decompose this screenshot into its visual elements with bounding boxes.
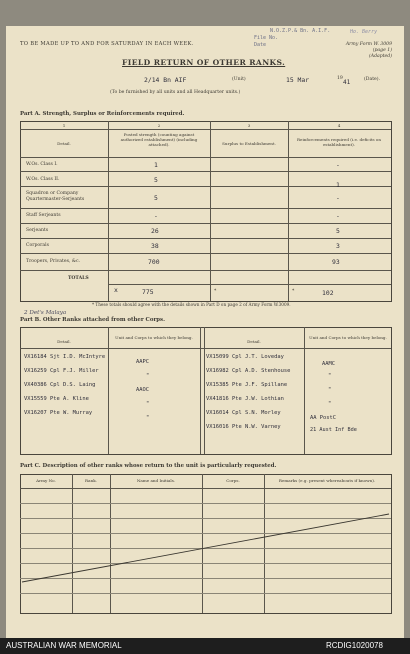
attached-unit: " — [146, 415, 150, 421]
year-value: 41 — [343, 79, 351, 86]
part-b-col-unit-right: Unit and Corps to which they belong. — [309, 335, 387, 340]
part-c-heading: Part C. Description of other ranks whose return to the unit is particularly requested. — [20, 463, 277, 469]
unit-value: 2/14 Bn AIF — [144, 76, 187, 84]
stamp-handwriting: Ho. Berry — [350, 29, 378, 35]
row-reinf: - — [336, 161, 340, 169]
row-detail: W.Os. Class I. — [26, 162, 58, 167]
totals-reinf: 102 — [322, 289, 334, 297]
row-reinf: 3 — [336, 242, 340, 250]
row-detail: Staff Serjeants — [26, 213, 61, 218]
attached-entry: VX16259 Cpl F.J. Miller — [24, 368, 99, 374]
row-posted: 26 — [151, 227, 159, 235]
part-b-col-divider — [108, 327, 109, 454]
attached-entry: VX16207 Pte W. Murray — [24, 410, 93, 416]
totals-note: * These totals should agree with the details shown in Part D on page 2 of Army Form W.3009. — [92, 302, 291, 307]
form-page: (page 1) — [372, 48, 392, 53]
made-up-instruction: TO BE MADE UP TO AND FOR SATURDAY IN EACH WEEK. — [20, 41, 194, 47]
part-b-col-divider — [304, 327, 305, 454]
row-detail: Serjeants — [26, 228, 49, 233]
row-detail: Troopers, Privates, &c. — [26, 259, 80, 264]
attached-unit: " — [146, 373, 150, 379]
part-c-strike-line — [20, 474, 391, 613]
part-a-rule — [20, 129, 391, 130]
form-title: FIELD RETURN OF OTHER RANKS. — [122, 58, 286, 67]
date-label: (Date). — [364, 77, 381, 82]
part-a-rule — [20, 270, 391, 271]
row-reinf: - — [336, 194, 340, 202]
attached-unit: AA PostC — [310, 415, 336, 421]
part-b-col-divider — [200, 327, 201, 454]
part-b-table — [20, 327, 392, 455]
col-reinf-header: Reinforcements required (i.e. deficits on establishment). — [296, 137, 382, 147]
archive-footer — [0, 638, 410, 654]
part-b-col-divider — [204, 327, 205, 454]
totals-marker: x — [114, 286, 118, 294]
part-a-rule — [20, 171, 391, 172]
attached-unit: " — [328, 401, 332, 407]
part-c-col-rank: Rank. — [84, 478, 98, 483]
attached-entry: VX15385 Pte J.F. Spillane — [206, 382, 288, 388]
row-posted: 1 — [154, 161, 158, 169]
row-reinf: 5 — [336, 227, 340, 235]
date-value: 15 Mar — [286, 76, 310, 84]
row-detail: Squadron or Company Quartermaster-Serjeants — [26, 191, 85, 202]
totals-posted: 775 — [142, 288, 154, 296]
footer-source: AUSTRALIAN WAR MEMORIAL — [6, 641, 122, 650]
attached-entry: VX16014 Cpl S.N. Morley — [206, 410, 281, 416]
part-b-col-detail-right: Detail. — [247, 339, 261, 344]
row-posted: - — [154, 212, 158, 220]
part-c-col-name: Name and Initials. — [136, 478, 176, 483]
col-number-2: 2 — [157, 123, 161, 128]
furnish-note: (To be furnished by all units and all Headquarter units.) — [110, 90, 241, 95]
stamp-line-1: N.O.Z.P.& Bn. A.I.F. — [270, 28, 331, 34]
part-b-col-detail: Detail. — [57, 339, 71, 344]
col-number-4: 4 — [337, 123, 341, 128]
part-c-col-corps: Corps. — [226, 478, 240, 483]
part-a-rule — [20, 253, 391, 254]
form-ref: Army Form W. 3009 — [345, 42, 392, 47]
part-a-rule — [108, 284, 391, 285]
col-posted-header: Posted strength (counting against authorized establishment) (including attached). — [120, 132, 198, 147]
footer-id: RCDIG1020078 — [326, 641, 383, 650]
stamp-line-3: Date — [254, 42, 267, 48]
row-posted: 38 — [151, 242, 159, 250]
attached-entry: VX41816 Pte J.W. Lothian — [206, 396, 284, 402]
col-surplus-header: Surplus to Establishment. — [222, 141, 276, 146]
attached-entry: VX15099 Cpl J.T. Loveday — [206, 354, 284, 360]
row-posted: 5 — [154, 194, 158, 202]
attached-unit: AAMC — [322, 361, 335, 367]
part-c-col-remarks: Remarks (e.g. present whereabouts if known). — [278, 478, 376, 483]
part-a-col-divider — [288, 121, 289, 301]
attached-entry: VX16982 Cpl A.D. Stenhouse — [206, 368, 291, 374]
col-number-3: 3 — [247, 123, 251, 128]
form-sheet — [6, 26, 404, 638]
totals-surplus-star: * — [214, 289, 217, 294]
row-posted: 700 — [148, 258, 160, 266]
part-b-col-unit: Unit and Corps to which they belong. — [115, 335, 193, 340]
attached-unit: " — [328, 373, 332, 379]
attached-unit: " — [328, 387, 332, 393]
attached-entry: VX40386 Cpl D.S. Laing — [24, 382, 96, 388]
part-a-col-divider — [108, 121, 109, 301]
part-b-heading: Part B. Other Ranks attached from other Corps. — [20, 317, 165, 323]
form-adapted: (Adapted) — [368, 54, 392, 59]
year-prefix: 19 — [337, 76, 343, 81]
col-detail-header: Detail. — [57, 141, 71, 146]
attached-entry: VX16016 Pte N.W. Varney — [206, 424, 281, 430]
col-number-1: 1 — [62, 123, 66, 128]
handwritten-note: 2 Det's Malaya — [24, 310, 67, 316]
attached-unit: AAPC — [136, 359, 149, 365]
stamp-line-2: File No. — [254, 35, 279, 41]
attached-unit: " — [146, 401, 150, 407]
totals-reinf-star: * — [292, 289, 295, 294]
attached-unit: AAOC — [136, 387, 149, 393]
part-a-rule — [20, 223, 391, 224]
part-a-col-divider — [210, 121, 211, 301]
row-posted: 5 — [154, 176, 158, 184]
row-reinf: 1 — [336, 181, 340, 189]
part-b-rule — [20, 348, 391, 349]
totals-label: TOTALS — [68, 276, 89, 281]
part-c-col-army-no: Army No. — [36, 478, 56, 483]
row-reinf: 93 — [332, 258, 340, 266]
attached-entry: VX16184 Sjt I.D. McIntyre — [24, 354, 106, 360]
part-a-rule — [20, 157, 391, 158]
part-a-heading: Part A. Strength, Surplus or Reinforcements required. — [20, 111, 185, 117]
part-a-rule — [20, 208, 391, 209]
unit-label: (Unit) — [232, 77, 246, 82]
part-a-rule — [20, 238, 391, 239]
row-reinf: - — [336, 212, 340, 220]
attached-entry: VX15559 Pte A. Kline — [24, 396, 89, 402]
row-detail: Corporals — [26, 243, 49, 248]
attached-unit: 21 Aust Inf Bde — [310, 427, 357, 433]
form-reference — [306, 42, 392, 60]
row-detail: W.Os. Class II. — [26, 177, 60, 182]
